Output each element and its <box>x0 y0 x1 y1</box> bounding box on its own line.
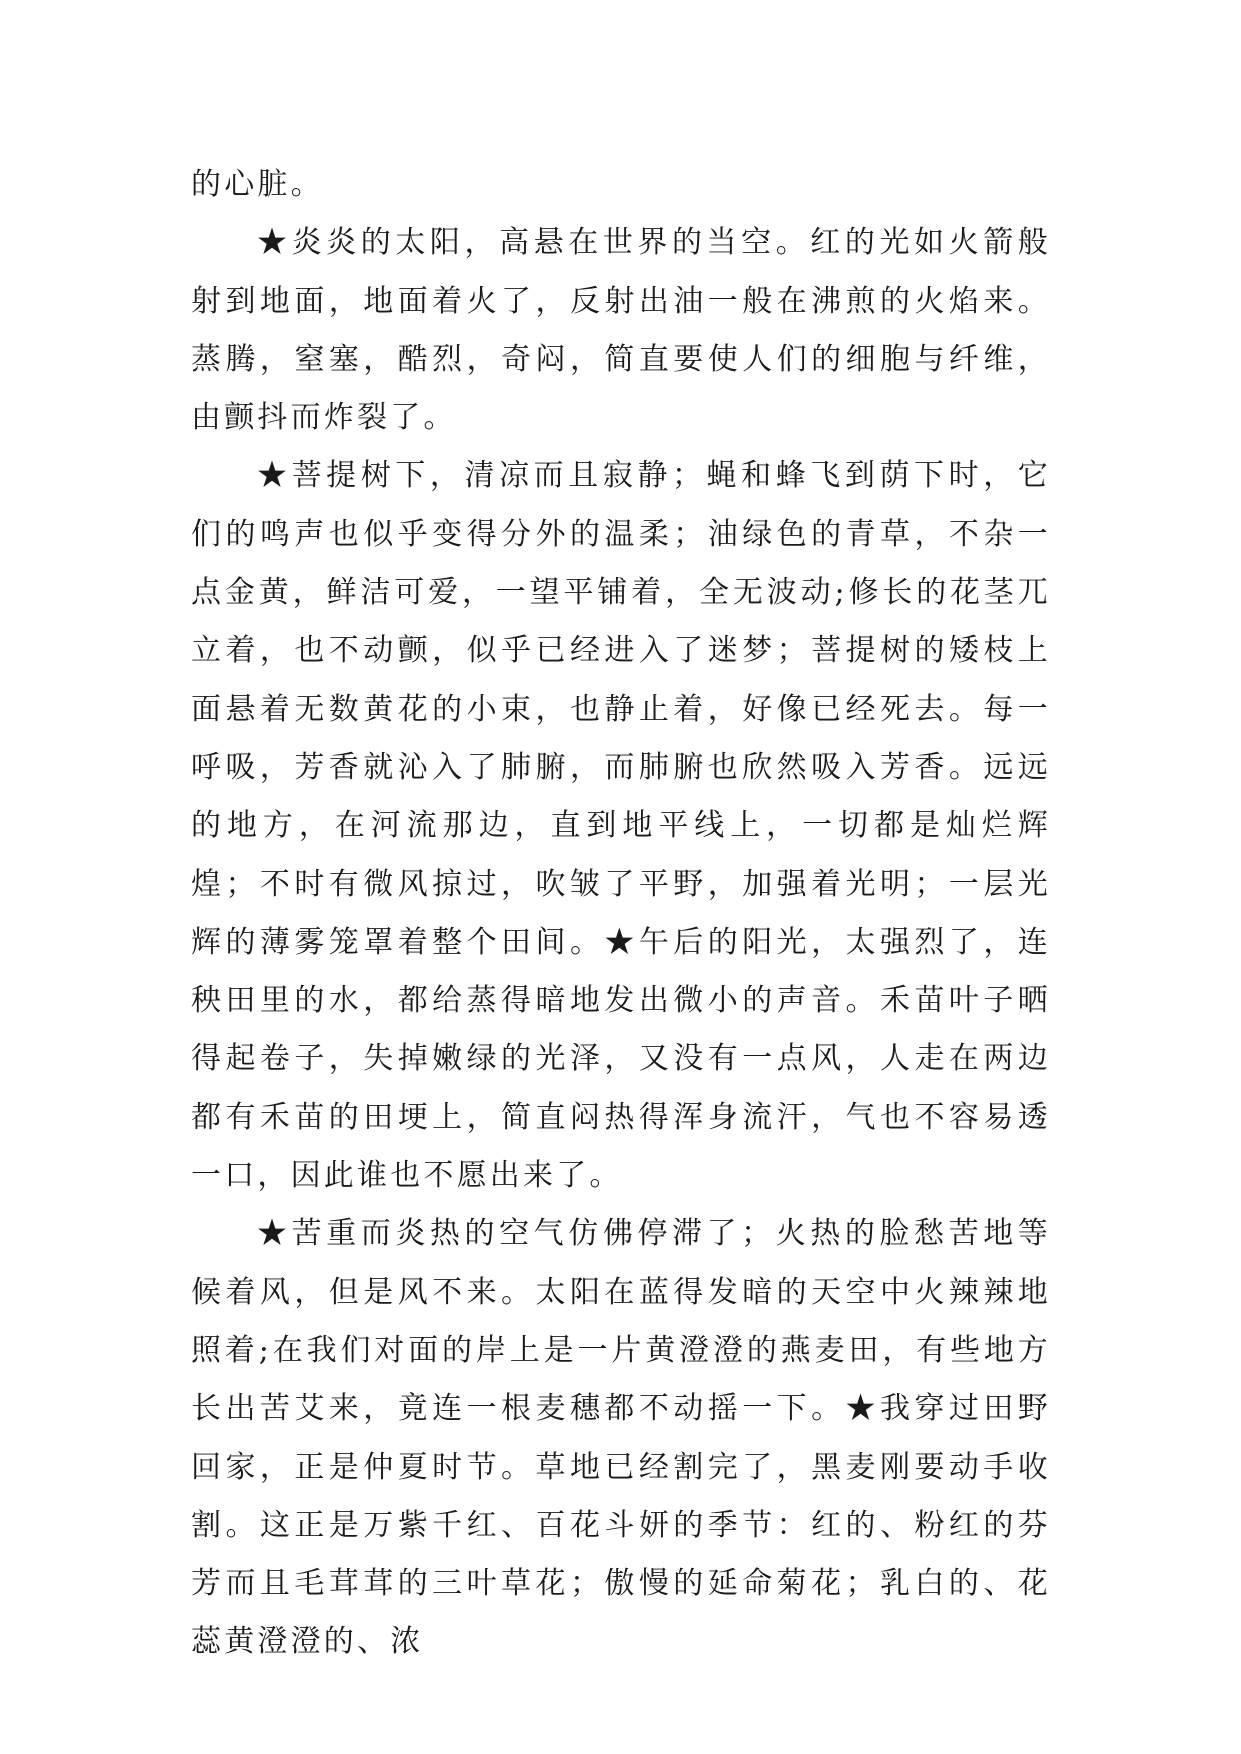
paragraph-2: ★炎炎的太阳，高悬在世界的当空。红的光如火箭般射到地面，地面着火了，反射出油一般在沸煎的火焰来。蒸腾，窒塞，酷烈，奇闷，简直要使人们的细胞与纤维，由颤抖而炸裂了。 <box>191 225 1051 436</box>
paragraph-1: 的心脏。 <box>191 167 324 202</box>
document-body <box>191 156 1051 1672</box>
paragraph-4: ★苦重而炎热的空气仿佛停滞了；火热的脸愁苦地等候着风，但是风不来。太阳在蓝得发暗的天空中火辣辣地照着;在我们对面的岸上是一片黄澄澄的燕麦田，有些地方长出苦艾来，竟连一根麦穗都不动摇一下。★我穿过田野回家，正是仲夏时节。草地已经割完了，黑麦刚要动手收割。这正是万紫千红、百花斗妍的季节：红的、粉红的芬芳而且毛茸茸的三叶草花；傲慢的延命菊花；乳白的、花蕊黄澄澄的、浓 <box>191 1216 1051 1660</box>
paragraph-3: ★菩提树下，清凉而且寂静；蝇和蜂飞到荫下时，它们的鸣声也似乎变得分外的温柔；油绿色的青草，不杂一点金黄，鲜洁可爱，一望平铺着，全无波动;修长的花茎兀立着，也不动颤，似乎已经进入了迷梦；菩提树的矮枝上面悬着无数黄花的小束，也静止着，好像已经死去。每一呼吸，芳香就沁入了肺腑，而肺腑也欣然吸入芳香。远远的地方，在河流那边，直到地平线上，一切都是灿烂辉煌；不时有微风掠过，吹皱了平野，加强着光明；一层光辉的薄雾笼罩着整个田间。★午后的阳光，太强烈了，连秧田里的水，都给蒸得暗地发出微小的声音。禾苗叶子晒得起卷子，失掉嫩绿的光泽，又没有一点风，人走在两边都有禾苗的田埂上，简直闷热得浑身流汗，气也不容易透一口，因此谁也不愿出来了。 <box>191 458 1051 1194</box>
